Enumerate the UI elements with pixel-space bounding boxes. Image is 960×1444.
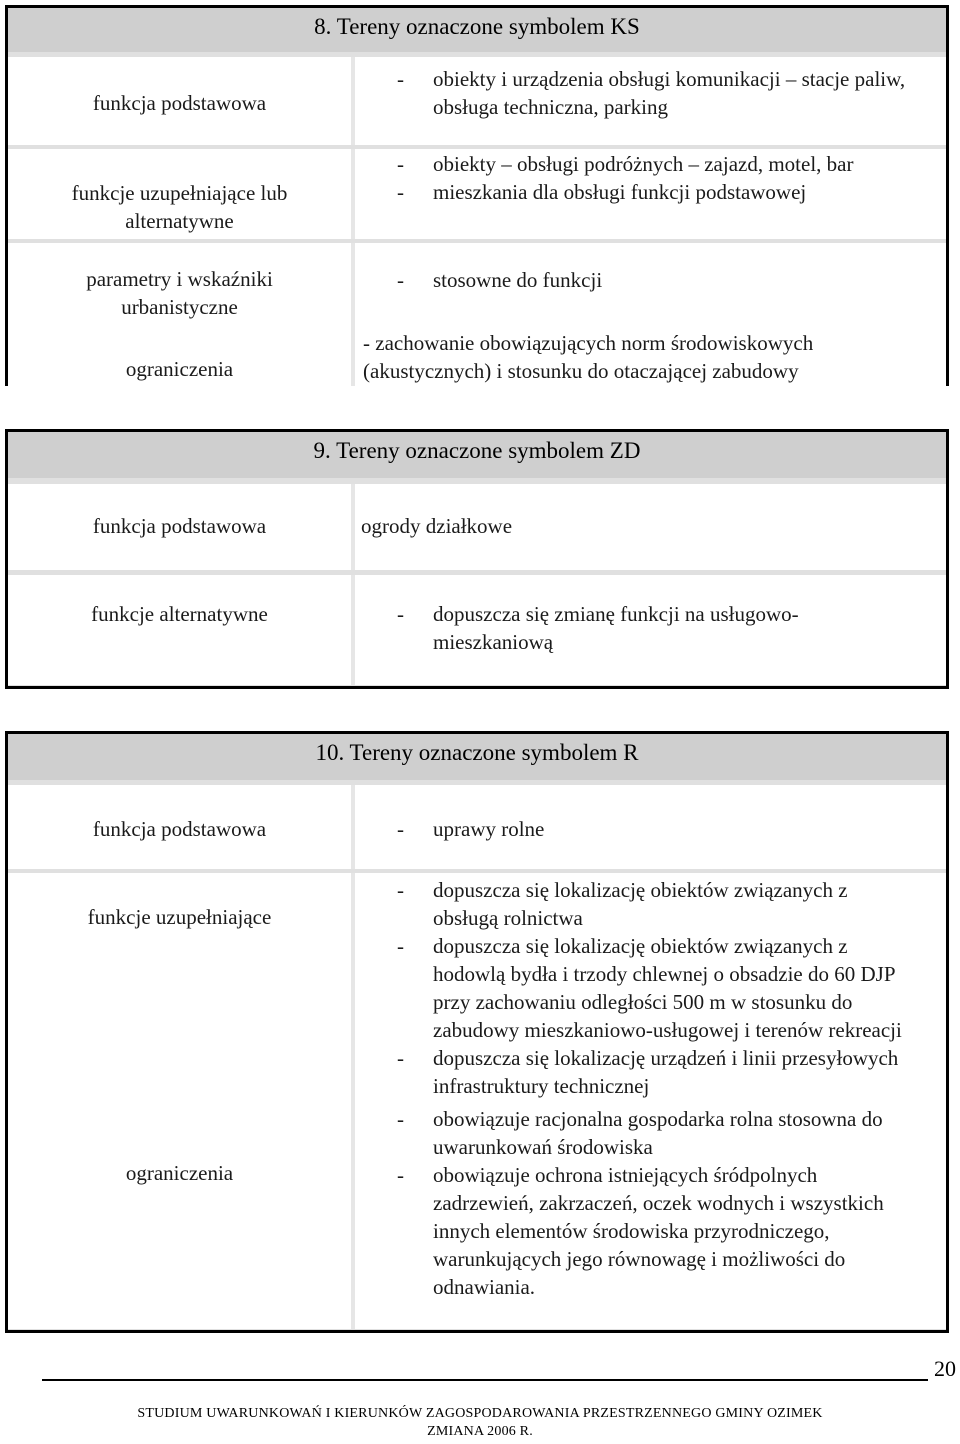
list-item: - dopuszcza się lokalizację obiektów związanych z obsługą rolnictwa: [397, 878, 848, 930]
ks-restrictions-label: ograniczenia: [125, 357, 234, 381]
list-item: - obiekty i urządzenia obsługi komunikacji – stacje paliw, obsługa techniczna, parking: [397, 67, 906, 119]
list-item: - stosowne do funkcji: [397, 268, 603, 292]
zd-alternative-label: funkcje alternatywne: [91, 602, 268, 626]
zd-row-alternative: [8, 575, 946, 685]
r-row-body: [8, 873, 946, 1329]
list-item: - obowiązuje ochrona istniejących śródpolnych zadrzewień, zakrzaczeń, oczek wodnych i wszystkich innych elementów środowiska przyrodniczego, warunkujących jego równowagę i możliwości do odnawiania.: [397, 1163, 884, 1299]
ks-parameters-label-line2: urbanistyczne: [121, 295, 238, 319]
table-r-title: 10. Tereny oznaczone symbolem R: [8, 734, 946, 780]
zd-row-primary: [8, 484, 946, 570]
ks-primary-label: funkcja podstawowa: [92, 91, 267, 115]
table-ks-title: 8. Tereny oznaczone symbolem KS: [8, 8, 946, 52]
footer-subtitle: ZMIANA 2006 R.: [427, 1424, 533, 1439]
ks-row-restrictions: [8, 327, 946, 386]
footer-rule: [42, 1379, 928, 1381]
ks-row-primary: [8, 57, 946, 145]
list-item: - dopuszcza się lokalizację urządzeń i linii przesyłowych infrastruktury technicznej: [397, 1046, 899, 1098]
list-item: - dopuszcza się lokalizację obiektów związanych z hodowlą bydła i trzody chlewnej o obsadzie do 60 DJP przy zachowaniu odległości 500 m w stosunku do zabudowy mieszkaniowo-usługowej i terenów rekreacji: [397, 934, 902, 1042]
r-primary-label: funkcja podstawowa: [92, 817, 267, 841]
table-ks: [5, 5, 949, 386]
ks-row-parameters: [8, 243, 946, 327]
list-item: - uprawy rolne: [397, 817, 545, 841]
ks-complementary-label-line1: funkcje uzupełniające lub: [71, 181, 288, 205]
zd-primary-label: funkcja podstawowa: [92, 514, 267, 538]
ks-parameters-label-line1: parametry i wskaźniki: [86, 267, 273, 291]
footer-title: STUDIUM UWARUNKOWAŃ I KIERUNKÓW ZAGOSPODAROWANIA PRZESTRZENNEGO GMINY OZIMEK: [137, 1406, 823, 1421]
zd-primary-text: ogrody działkowe: [361, 514, 513, 538]
list-item: - obowiązuje racjonalna gospodarka rolna stosowna do uwarunkowań środowiska: [397, 1107, 883, 1159]
list-item: - dopuszcza się zmianę funkcji na usługowo-mieszkaniową: [397, 602, 799, 654]
table-zd: [5, 429, 949, 689]
table-r: [5, 731, 949, 1333]
r-row-primary: [8, 785, 946, 869]
ks-restrictions-text: - zachowanie obowiązujących norm środowiskowych (akustycznych) i stosunku do otaczającej zabudowy: [363, 331, 814, 383]
ks-row-complementary: [8, 149, 946, 239]
page-number: 20: [934, 1356, 956, 1381]
list-item: - mieszkania dla obsługi funkcji podstawowej: [397, 180, 807, 204]
table-zd-title: 9. Tereny oznaczone symbolem ZD: [8, 432, 946, 478]
r-complementary-label: funkcje uzupełniające: [87, 905, 272, 929]
r-restrictions-label: ograniczenia: [125, 1161, 234, 1185]
list-item: - obiekty – obsługi podróżnych – zajazd, motel, bar: [397, 152, 854, 176]
ks-complementary-label-line2: alternatywne: [125, 209, 234, 233]
